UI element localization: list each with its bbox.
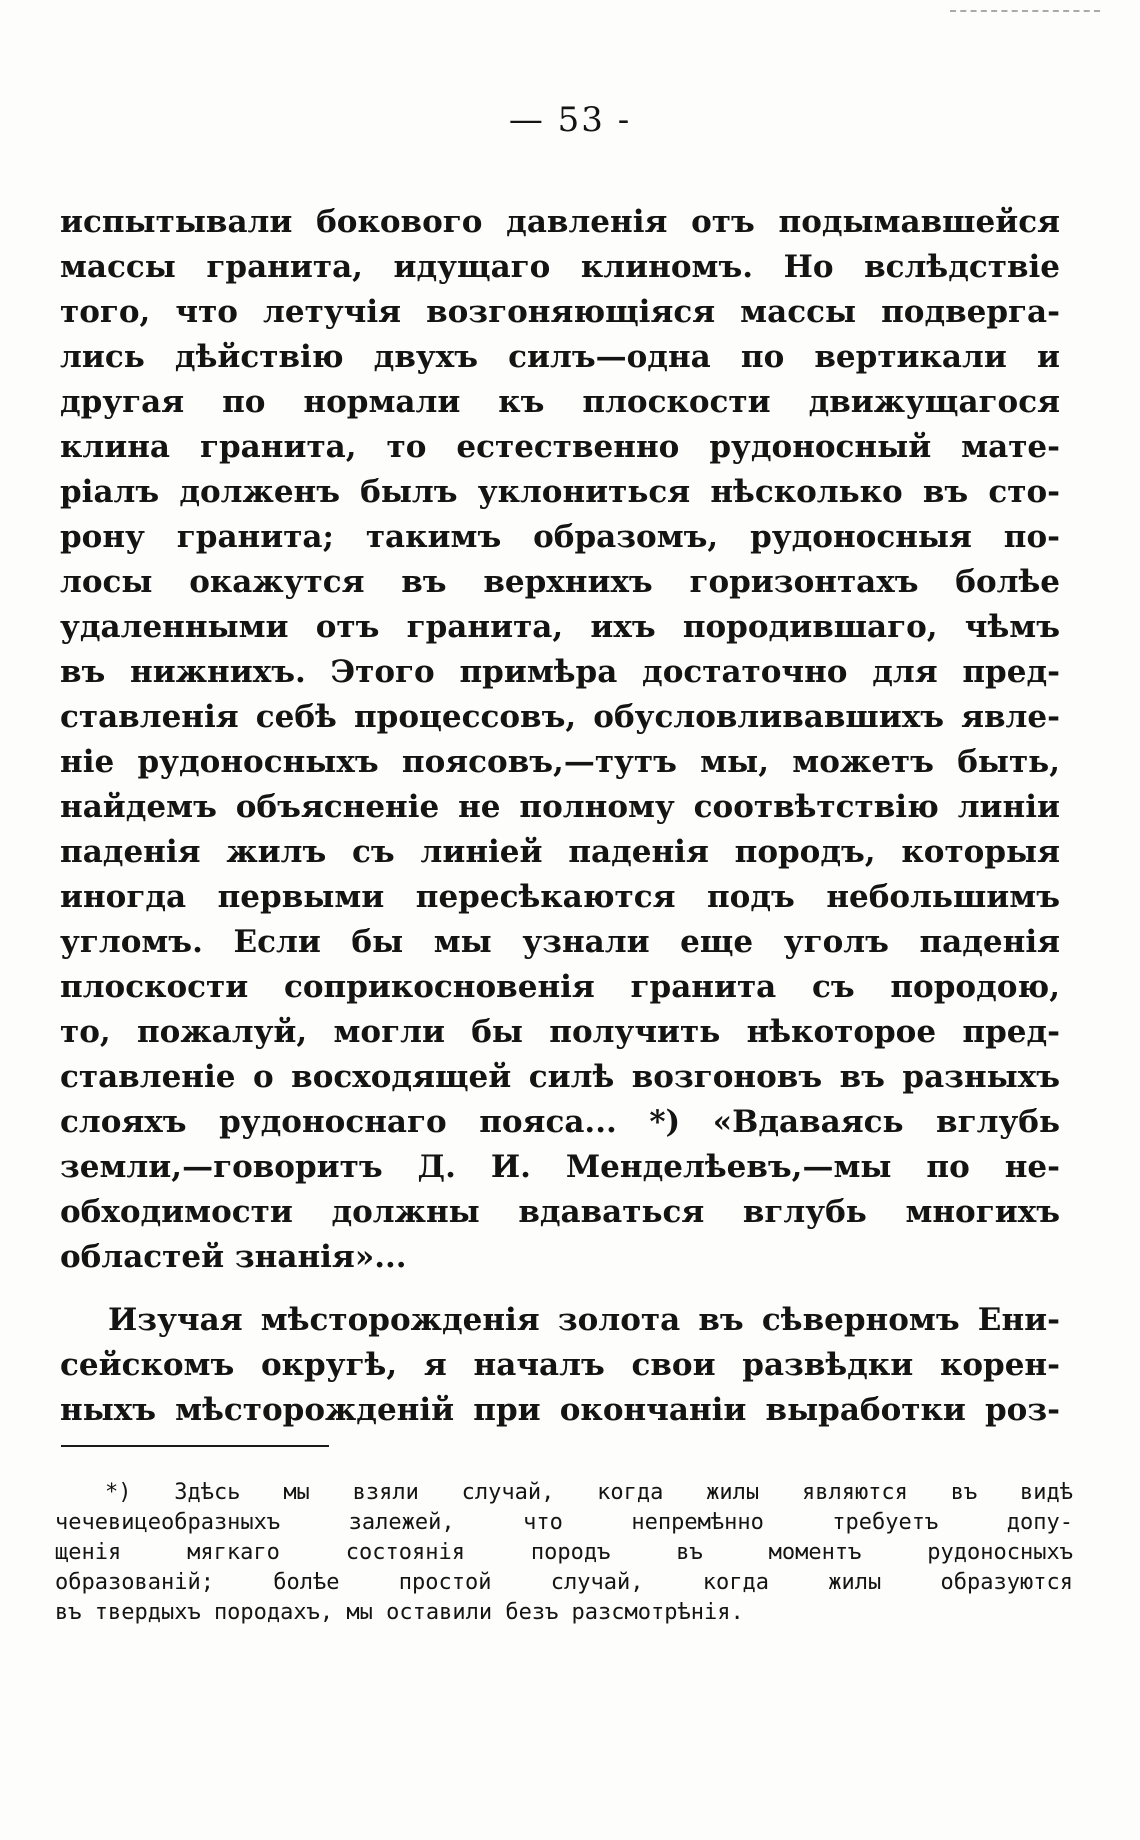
footnote-line: чечевицеобразныхъ залежей, что непремѣнно требуетъ допу- bbox=[55, 1510, 1073, 1535]
text-line: лосы окажутся въ верхнихъ горизонтахъ болѣе bbox=[60, 564, 1060, 600]
text-line: плоскости соприкосновенія гранита съ породою, bbox=[60, 969, 1060, 1005]
text-line: ріалъ долженъ былъ уклониться нѣсколько въ сто- bbox=[60, 474, 1060, 510]
text-line: угломъ. Если бы мы узнали еще уголъ паденія bbox=[60, 924, 1060, 960]
text-line: ніе рудоносныхъ поясовъ,—тутъ мы, можетъ быть, bbox=[60, 744, 1060, 780]
footnote-line: образованій; болѣе простой случай, когда жилы образуются bbox=[55, 1570, 1073, 1595]
text-line: рону гранита; такимъ образомъ, рудоносныя по- bbox=[60, 519, 1060, 555]
text-line: земли,—говоритъ Д. И. Менделѣевъ,—мы по не- bbox=[60, 1149, 1060, 1185]
text-line: того, что летучія возгоняющіяся массы подверга- bbox=[60, 294, 1060, 330]
text-line: иногда первыми пересѣкаются подъ небольшимъ bbox=[60, 879, 1060, 915]
paragraph-2-line: Изучая мѣсторожденія золота въ сѣверномъ Ени- bbox=[108, 1302, 1060, 1338]
text-line: другая по нормали къ плоскости движущагося bbox=[60, 384, 1060, 420]
page-number: — 53 - bbox=[508, 100, 632, 140]
text-line: массы гранита, идущаго клиномъ. Но вслѣдствіе bbox=[60, 249, 1060, 285]
footnote-line: щенія мягкаго состоянія породъ въ моментъ рудоносныхъ bbox=[55, 1540, 1073, 1565]
text-line: то, пожалуй, могли бы получить нѣкоторое пред- bbox=[60, 1014, 1060, 1050]
text-line: въ нижнихъ. Этого примѣра достаточно для пред- bbox=[60, 654, 1060, 690]
text-line: слояхъ рудоноснаго пояса... *) «Вдаваясь вглубь bbox=[60, 1104, 1060, 1140]
footnote-divider bbox=[61, 1445, 329, 1447]
paragraph-2-line: ныхъ мѣсторожденій при окончаніи выработки роз- bbox=[60, 1392, 1060, 1428]
text-line: паденія жилъ съ линіей паденія породъ, которыя bbox=[60, 834, 1060, 870]
text-line: ставленія себѣ процессовъ, обусловливавшихъ явле- bbox=[60, 699, 1060, 735]
text-line: областей знанія»... bbox=[60, 1239, 407, 1275]
text-line: найдемъ объясненіе не полному соотвѣтствію линіи bbox=[60, 789, 1060, 825]
text-line: удаленными отъ гранита, ихъ породившаго, чѣмъ bbox=[60, 609, 1060, 645]
paragraph-2-line: сейскомъ округѣ, я началъ свои развѣдки корен- bbox=[60, 1347, 1060, 1383]
scan-artifact bbox=[950, 10, 1100, 15]
text-line: обходимости должны вдаваться вглубь многихъ bbox=[60, 1194, 1060, 1230]
main-text bbox=[60, 200, 1060, 1433]
text-line: лись дѣйствію двухъ силъ—одна по вертикали и bbox=[60, 339, 1060, 375]
text-line: ставленіе о восходящей силѣ возгоновъ въ разныхъ bbox=[60, 1059, 1060, 1095]
text-line: испытывали бокового давленія отъ подымавшейся bbox=[60, 204, 1060, 240]
footnote bbox=[55, 1478, 1073, 1628]
footnote-line: въ твердыхъ породахъ, мы оставили безъ разсмотрѣнія. bbox=[55, 1600, 744, 1625]
text-line: клина гранита, то естественно рудоносный мате- bbox=[60, 429, 1060, 465]
footnote-line: *) Здѣсь мы взяли случай, когда жилы являются въ видѣ bbox=[105, 1480, 1073, 1505]
